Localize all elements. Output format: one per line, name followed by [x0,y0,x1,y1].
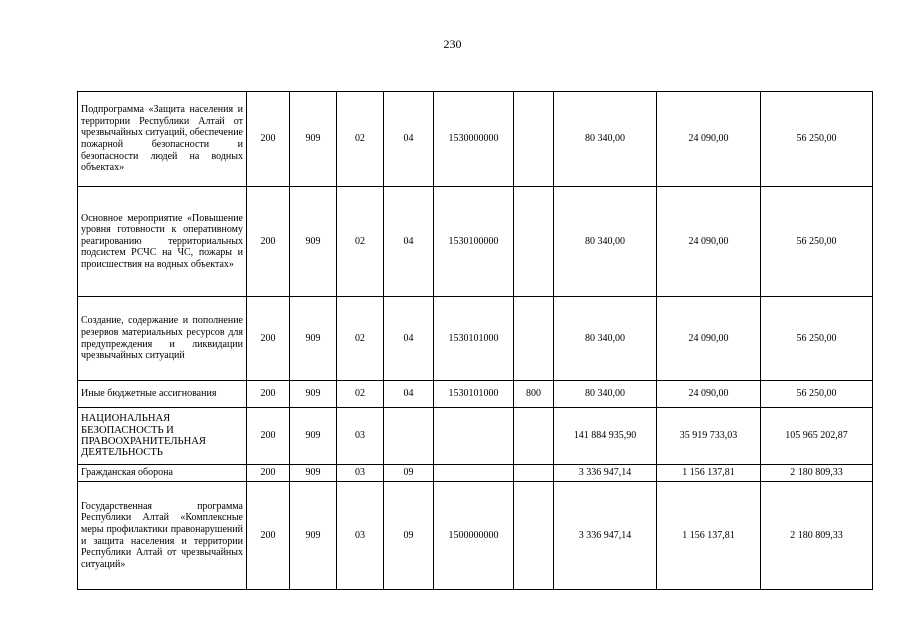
sum-year-3: 105 965 202,87 [761,408,873,465]
target-code: 1500000000 [434,482,514,590]
sum-year-2: 35 919 733,03 [657,408,761,465]
sum-year-3: 56 250,00 [761,297,873,381]
sum-year-2: 24 090,00 [657,92,761,187]
sum-year-1: 80 340,00 [554,297,657,381]
sum-year-2: 1 156 137,81 [657,482,761,590]
sum-year-2: 24 090,00 [657,297,761,381]
row-name: Подпрограмма «Защита населения и территории Республики Алтай от чрезвычайных ситуаций, обеспечение пожарной безопасности и безопасности людей на водных объектах» [78,92,247,187]
subsection-code: 04 [384,187,434,297]
admin-code: 200 [247,482,290,590]
admin-code: 200 [247,92,290,187]
expense-code [514,482,554,590]
sum-year-2: 24 090,00 [657,187,761,297]
expense-code [514,297,554,381]
sum-year-3: 2 180 809,33 [761,465,873,482]
subsection-code: 04 [384,92,434,187]
admin-code: 200 [247,408,290,465]
table-row [78,381,873,408]
ministry-code: 909 [290,482,337,590]
row-name: Создание, содержание и пополнение резервов материальных ресурсов для предупреждения и ликвидации чрезвычайных ситуаций [78,297,247,381]
sum-year-3: 2 180 809,33 [761,482,873,590]
row-name: НАЦИОНАЛЬНАЯ БЕЗОПАСНОСТЬ И ПРАВООХРАНИТЕЛЬНАЯ ДЕЯТЕЛЬНОСТЬ [78,408,247,465]
target-code: 1530100000 [434,187,514,297]
sum-year-1: 80 340,00 [554,187,657,297]
table-row [78,187,873,297]
ministry-code: 909 [290,297,337,381]
sum-year-2: 24 090,00 [657,381,761,408]
admin-code: 200 [247,297,290,381]
sum-year-1: 80 340,00 [554,381,657,408]
ministry-code: 909 [290,381,337,408]
target-code: 1530101000 [434,381,514,408]
target-code: 1530101000 [434,297,514,381]
ministry-code: 909 [290,465,337,482]
section-code: 03 [337,482,384,590]
sum-year-1: 141 884 935,90 [554,408,657,465]
section-code: 02 [337,297,384,381]
subsection-code [384,408,434,465]
subsection-code: 09 [384,482,434,590]
sum-year-1: 3 336 947,14 [554,465,657,482]
sum-year-3: 56 250,00 [761,92,873,187]
subsection-code: 09 [384,465,434,482]
row-name: Основное мероприятие «Повышение уровня готовности к оперативному реагированию территориальных подсистем РСЧС на ЧС, пожары и происшествия на водных объектах» [78,187,247,297]
section-code: 02 [337,187,384,297]
sum-year-1: 80 340,00 [554,92,657,187]
expense-code: 800 [514,381,554,408]
table-row [78,482,873,590]
section-code: 02 [337,92,384,187]
admin-code: 200 [247,465,290,482]
expense-code [514,465,554,482]
section-code: 03 [337,408,384,465]
sum-year-1: 3 336 947,14 [554,482,657,590]
target-code: 1530000000 [434,92,514,187]
expense-code [514,187,554,297]
sum-year-3: 56 250,00 [761,187,873,297]
budget-table [77,91,873,590]
section-code: 03 [337,465,384,482]
expense-code [514,92,554,187]
row-name: Гражданская оборона [78,465,247,482]
target-code [434,408,514,465]
table-row [78,297,873,381]
table-row [78,408,873,465]
admin-code: 200 [247,381,290,408]
expense-code [514,408,554,465]
sum-year-2: 1 156 137,81 [657,465,761,482]
ministry-code: 909 [290,187,337,297]
sum-year-3: 56 250,00 [761,381,873,408]
subsection-code: 04 [384,297,434,381]
table-row [78,92,873,187]
admin-code: 200 [247,187,290,297]
ministry-code: 909 [290,408,337,465]
table-row [78,465,873,482]
page-number: 230 [443,37,462,51]
ministry-code: 909 [290,92,337,187]
row-name: Государственная программа Республики Алтай «Комплексные меры профилактики правонарушений и защита населения и территории Республики Алтай от чрезвычайных ситуаций» [78,482,247,590]
row-name: Иные бюджетные ассигнования [78,381,247,408]
subsection-code: 04 [384,381,434,408]
section-code: 02 [337,381,384,408]
target-code [434,465,514,482]
